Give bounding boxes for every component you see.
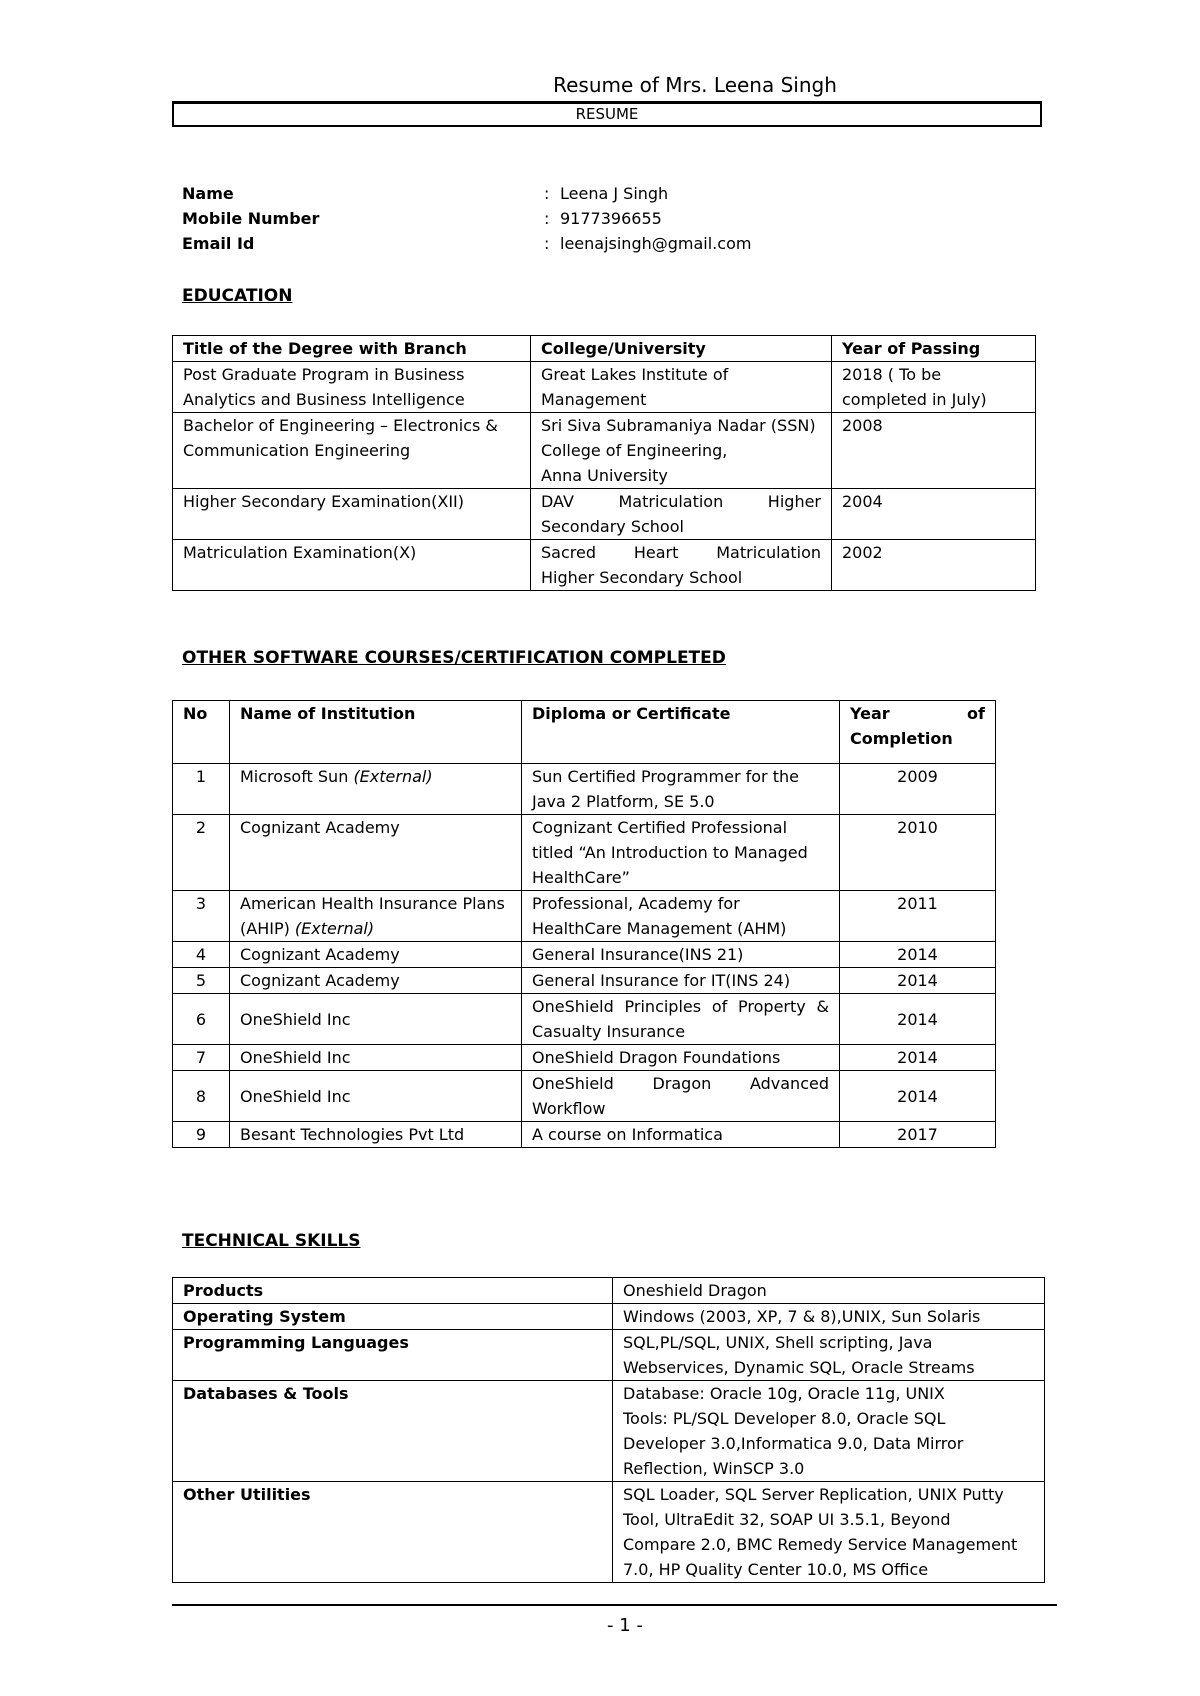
- diploma-cell: General Insurance(INS 21): [522, 942, 840, 968]
- info-value: 9177396655: [560, 209, 662, 228]
- skills-heading: TECHNICAL SKILLS: [182, 1231, 361, 1251]
- year-cell: 2014: [840, 968, 996, 994]
- institution-cell: OneShield Inc: [230, 1045, 522, 1071]
- degree-cell: Bachelor of Engineering – Electronics & Communication Engineering: [173, 413, 531, 489]
- institution-cell: [230, 764, 522, 815]
- info-row-name: [182, 181, 1042, 206]
- diploma-line: HealthCare”: [532, 868, 630, 887]
- skill-line: Oneshield Dragon: [623, 1281, 767, 1300]
- diploma-cell: [522, 1071, 840, 1122]
- institution-cell: Cognizant Academy: [230, 815, 522, 891]
- degree-cell: Higher Secondary Examination(XII): [173, 489, 531, 540]
- diploma-line: OneShield Principles of Property &: [532, 997, 829, 1016]
- college-line: Higher Secondary School: [541, 568, 743, 587]
- institution-note: (External): [353, 767, 433, 786]
- college-line: Sacred Heart Matriculation: [541, 543, 821, 562]
- info-value: leenajsingh@gmail.com: [560, 234, 752, 253]
- info-row-email: [182, 231, 1042, 256]
- year-cell: 2014: [840, 1071, 996, 1122]
- column-header: Title of the Degree with Branch: [173, 336, 531, 362]
- table-row: [173, 891, 996, 942]
- college-cell: [531, 413, 832, 489]
- institution-cell: Besant Technologies Pvt Ltd: [230, 1122, 522, 1148]
- skill-category: Databases & Tools: [173, 1381, 613, 1482]
- degree-cell: Post Graduate Program in Business Analytics and Business Intelligence: [173, 362, 531, 413]
- info-label: Email Id: [182, 234, 255, 253]
- degree-cell: Matriculation Examination(X): [173, 540, 531, 591]
- info-value: Leena J Singh: [560, 184, 669, 203]
- table-row: [173, 1330, 1045, 1381]
- skills-table: [172, 1277, 1045, 1583]
- table-row: [173, 540, 1036, 591]
- page-number: - 1 -: [607, 1615, 643, 1636]
- row-number: 7: [173, 1045, 230, 1071]
- skill-value: [613, 1304, 1045, 1330]
- diploma-line: OneShield Dragon Advanced: [532, 1074, 829, 1093]
- college-line: College of Engineering,: [541, 441, 728, 460]
- skill-line: Compare 2.0, BMC Remedy Service Management: [623, 1535, 1018, 1554]
- table-row: [173, 413, 1036, 489]
- row-number: 6: [173, 994, 230, 1045]
- column-header: Year of Passing: [832, 336, 1036, 362]
- institution-note: (External): [294, 919, 375, 938]
- year-cell: 2014: [840, 942, 996, 968]
- info-row-mobile: [182, 206, 1042, 231]
- skill-line: Windows (2003, XP, 7 & 8),UNIX, Sun Solaris: [623, 1307, 981, 1326]
- skill-line: Webservices, Dynamic SQL, Oracle Streams: [623, 1358, 975, 1377]
- row-number: 8: [173, 1071, 230, 1122]
- table-row: [173, 1045, 996, 1071]
- table-row: [173, 362, 1036, 413]
- table-header-row: [173, 336, 1036, 362]
- year-cell: 2008: [832, 413, 1036, 489]
- skill-category: Other Utilities: [173, 1482, 613, 1583]
- row-number: 9: [173, 1122, 230, 1148]
- college-cell: Great Lakes Institute of Management: [531, 362, 832, 413]
- table-row: [173, 1304, 1045, 1330]
- info-label: Name: [182, 184, 234, 203]
- institution-cell: OneShield Inc: [230, 1071, 522, 1122]
- skill-line: Tools: PL/SQL Developer 8.0, Oracle SQL: [623, 1409, 946, 1428]
- info-label: Mobile Number: [182, 209, 320, 228]
- skill-line: Developer 3.0,Informatica 9.0, Data Mirror: [623, 1434, 964, 1453]
- college-cell: [531, 489, 832, 540]
- table-row: [173, 1381, 1045, 1482]
- education-heading: EDUCATION: [182, 286, 293, 306]
- skill-line: Tool, UltraEdit 32, SOAP UI 3.5.1, Beyond: [623, 1510, 951, 1529]
- diploma-line: Workflow: [532, 1099, 606, 1118]
- year-cell: 2011: [840, 891, 996, 942]
- year-cell: 2009: [840, 764, 996, 815]
- diploma-cell: General Insurance for IT(INS 24): [522, 968, 840, 994]
- column-header: Name of Institution: [230, 701, 522, 764]
- institution-cell: Cognizant Academy: [230, 942, 522, 968]
- info-colon: :: [544, 184, 550, 203]
- skill-value: [613, 1482, 1045, 1583]
- table-row: [173, 968, 996, 994]
- info-colon: :: [544, 209, 550, 228]
- year-header-word: of: [967, 704, 985, 723]
- table-row: [173, 1482, 1045, 1583]
- row-number: 4: [173, 942, 230, 968]
- year-cell: 2014: [840, 994, 996, 1045]
- row-number: 3: [173, 891, 230, 942]
- info-colon: :: [544, 234, 550, 253]
- year-cell: 2002: [832, 540, 1036, 591]
- column-header: Diploma or Certificate: [522, 701, 840, 764]
- table-row: [173, 489, 1036, 540]
- year-cell: 2004: [832, 489, 1036, 540]
- diploma-cell: OneShield Dragon Foundations: [522, 1045, 840, 1071]
- table-row: [173, 1278, 1045, 1304]
- year-cell: 2017: [840, 1122, 996, 1148]
- year-cell: 2018 ( To be completed in July): [832, 362, 1036, 413]
- footer-divider: [172, 1604, 1057, 1606]
- skill-category: Operating System: [173, 1304, 613, 1330]
- college-cell: [531, 540, 832, 591]
- college-line: Secondary School: [541, 517, 684, 536]
- certifications-table: [172, 700, 996, 1148]
- skill-category: Products: [173, 1278, 613, 1304]
- row-number: 2: [173, 815, 230, 891]
- table-row: [173, 764, 996, 815]
- diploma-cell: A course on Informatica: [522, 1122, 840, 1148]
- year-header-word: Completion: [850, 729, 953, 748]
- diploma-line: Cognizant Certified Professional: [532, 818, 788, 837]
- institution-cell: [230, 891, 522, 942]
- skill-line: SQL,PL/SQL, UNIX, Shell scripting, Java: [623, 1333, 933, 1352]
- row-number: 1: [173, 764, 230, 815]
- institution-name: Microsoft Sun: [240, 767, 349, 786]
- skill-line: Reflection, WinSCP 3.0: [623, 1459, 805, 1478]
- row-number: 5: [173, 968, 230, 994]
- diploma-cell: [522, 994, 840, 1045]
- page-header-title: Resume of Mrs. Leena Singh: [553, 73, 837, 97]
- skill-line: 7.0, HP Quality Center 10.0, MS Office: [623, 1560, 929, 1579]
- table-row: [173, 1122, 996, 1148]
- diploma-cell: [522, 815, 840, 891]
- certifications-heading: OTHER SOFTWARE COURSES/CERTIFICATION COMPLETED: [182, 648, 726, 668]
- year-cell: 2014: [840, 1045, 996, 1071]
- diploma-cell: [522, 891, 840, 942]
- column-header: No: [173, 701, 230, 764]
- education-table: [172, 335, 1036, 591]
- institution-name: American Health Insurance Plans (AHIP): [240, 894, 505, 938]
- diploma-line: Professional, Academy for: [532, 894, 740, 913]
- college-line: DAV Matriculation Higher: [541, 492, 821, 511]
- skill-value: [613, 1330, 1045, 1381]
- skill-value: [613, 1381, 1045, 1482]
- year-cell: 2010: [840, 815, 996, 891]
- diploma-line: HealthCare Management (AHM): [532, 919, 787, 938]
- skill-category: Programming Languages: [173, 1330, 613, 1381]
- column-header: [840, 701, 996, 764]
- table-row: [173, 994, 996, 1045]
- resume-banner: RESUME: [172, 101, 1042, 127]
- college-line: Sri Siva Subramaniya Nadar (SSN): [541, 416, 816, 435]
- skill-line: SQL Loader, SQL Server Replication, UNIX Putty: [623, 1485, 1004, 1504]
- college-line: Anna University: [541, 466, 668, 485]
- personal-info: [182, 181, 1042, 256]
- year-header-word: Year: [850, 704, 890, 723]
- institution-cell: OneShield Inc: [230, 994, 522, 1045]
- table-row: [173, 942, 996, 968]
- institution-cell: Cognizant Academy: [230, 968, 522, 994]
- table-header-row: [173, 701, 996, 764]
- skill-value: [613, 1278, 1045, 1304]
- diploma-cell: Sun Certified Programmer for the Java 2 Platform, SE 5.0: [522, 764, 840, 815]
- column-header: College/University: [531, 336, 832, 362]
- diploma-line: Casualty Insurance: [532, 1022, 686, 1041]
- skill-line: Database: Oracle 10g, Oracle 11g, UNIX: [623, 1384, 945, 1403]
- table-row: [173, 1071, 996, 1122]
- table-row: [173, 815, 996, 891]
- diploma-line: titled “An Introduction to Managed: [532, 843, 808, 862]
